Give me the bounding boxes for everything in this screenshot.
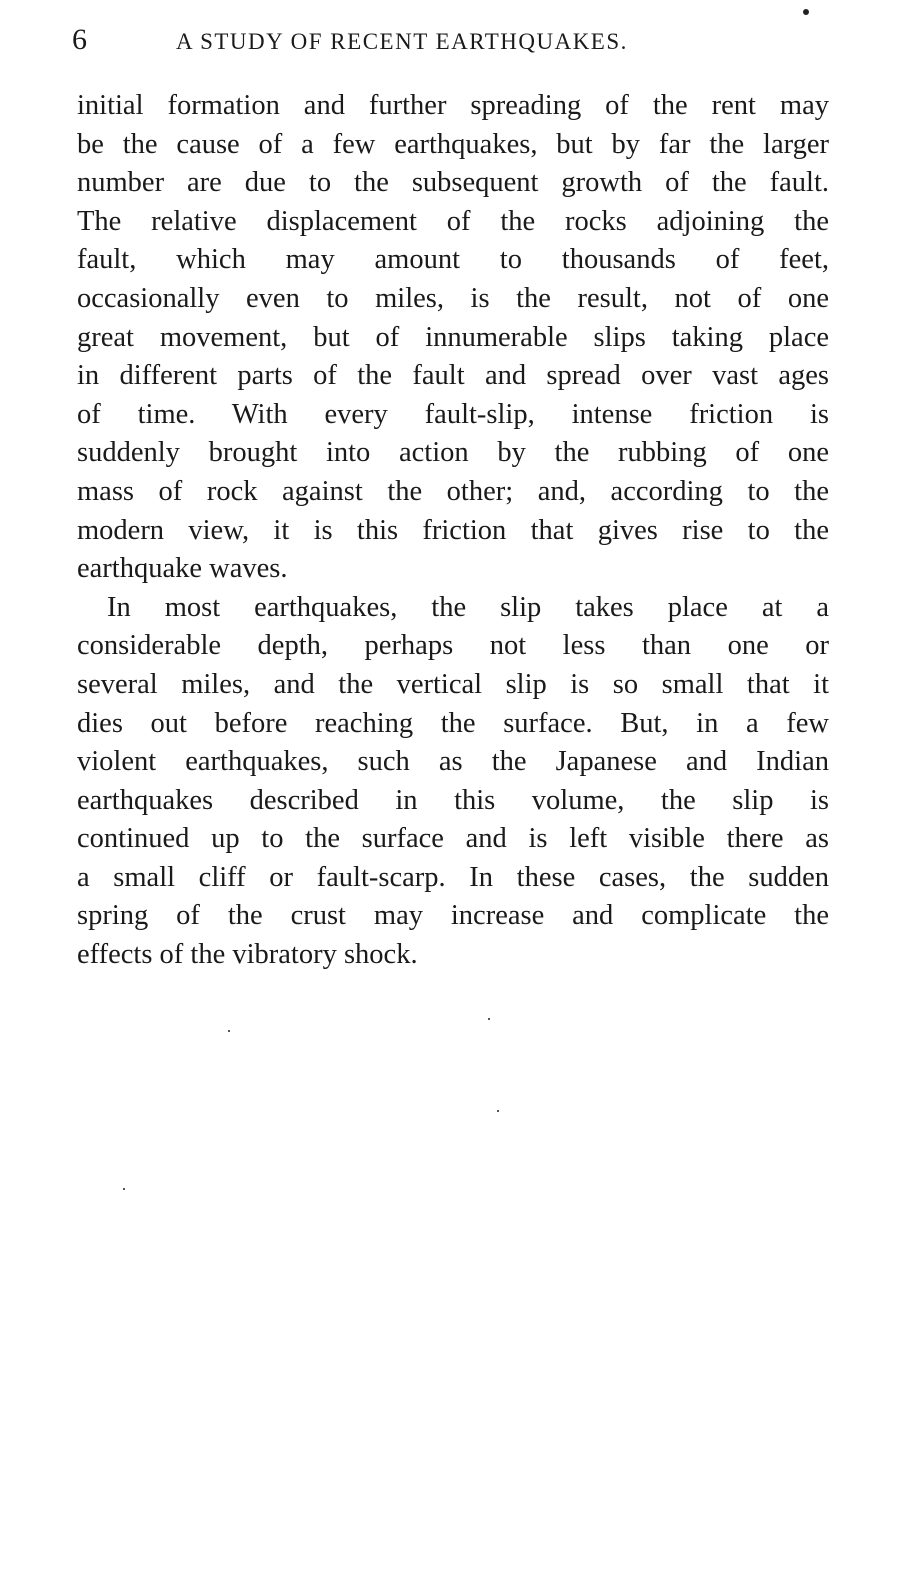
page-number: 6 — [72, 23, 87, 56]
text-line: dies out before reaching the surface. But, in a few — [77, 707, 829, 739]
text-line: suddenly brought into action by the rubbing of one — [77, 437, 829, 469]
text-line: mass of rock against the other; and, according to the — [77, 475, 829, 507]
text-line: great movement, but of innumerable slips taking place — [77, 321, 829, 353]
print-speck — [228, 1030, 230, 1032]
text-line: initial formation and further spreading of the rent may — [77, 90, 829, 121]
print-speck — [488, 1018, 490, 1020]
text-line: effects of the vibratory shock. — [77, 939, 418, 971]
running-head — [72, 20, 828, 60]
text-line: earthquakes described in this volume, the slip is — [77, 784, 829, 816]
text-line: occasionally even to miles, is the result, not of one — [77, 282, 829, 314]
print-speck — [123, 1188, 125, 1190]
text-line: modern view, it is this friction that gives rise to the — [77, 514, 829, 546]
text-line: The relative displacement of the rocks adjoining the — [77, 205, 829, 237]
text-line: In most earthquakes, the slip takes place at a — [107, 591, 829, 623]
text-line: considerable depth, perhaps not less than one or — [77, 630, 829, 662]
text-line: be the cause of a few earthquakes, but by far the larger — [77, 128, 829, 160]
paragraph-1 — [77, 87, 829, 589]
text-line: several miles, and the vertical slip is so small that it — [77, 668, 829, 700]
running-title: A STUDY OF RECENT EARTHQUAKES. — [176, 29, 628, 54]
paragraph-2 — [77, 589, 829, 975]
text-line: fault, which may amount to thousands of feet, — [77, 244, 829, 276]
text-line: a small cliff or fault-scarp. In these cases, the sudden — [77, 861, 829, 893]
print-speck — [497, 1110, 499, 1112]
text-line: violent earthquakes, such as the Japanese and Indian — [77, 746, 829, 778]
body-text — [77, 87, 829, 975]
text-line: spring of the crust may increase and complicate the — [77, 900, 829, 932]
text-line: in different parts of the fault and spread over vast ages — [77, 360, 829, 392]
text-line: continued up to the surface and is left visible there as — [77, 823, 829, 855]
print-speck — [803, 9, 809, 15]
text-line: of time. With every fault-slip, intense friction is — [77, 398, 829, 430]
text-line: number are due to the subsequent growth of the fault. — [77, 167, 829, 199]
text-line: earthquake waves. — [77, 553, 288, 585]
